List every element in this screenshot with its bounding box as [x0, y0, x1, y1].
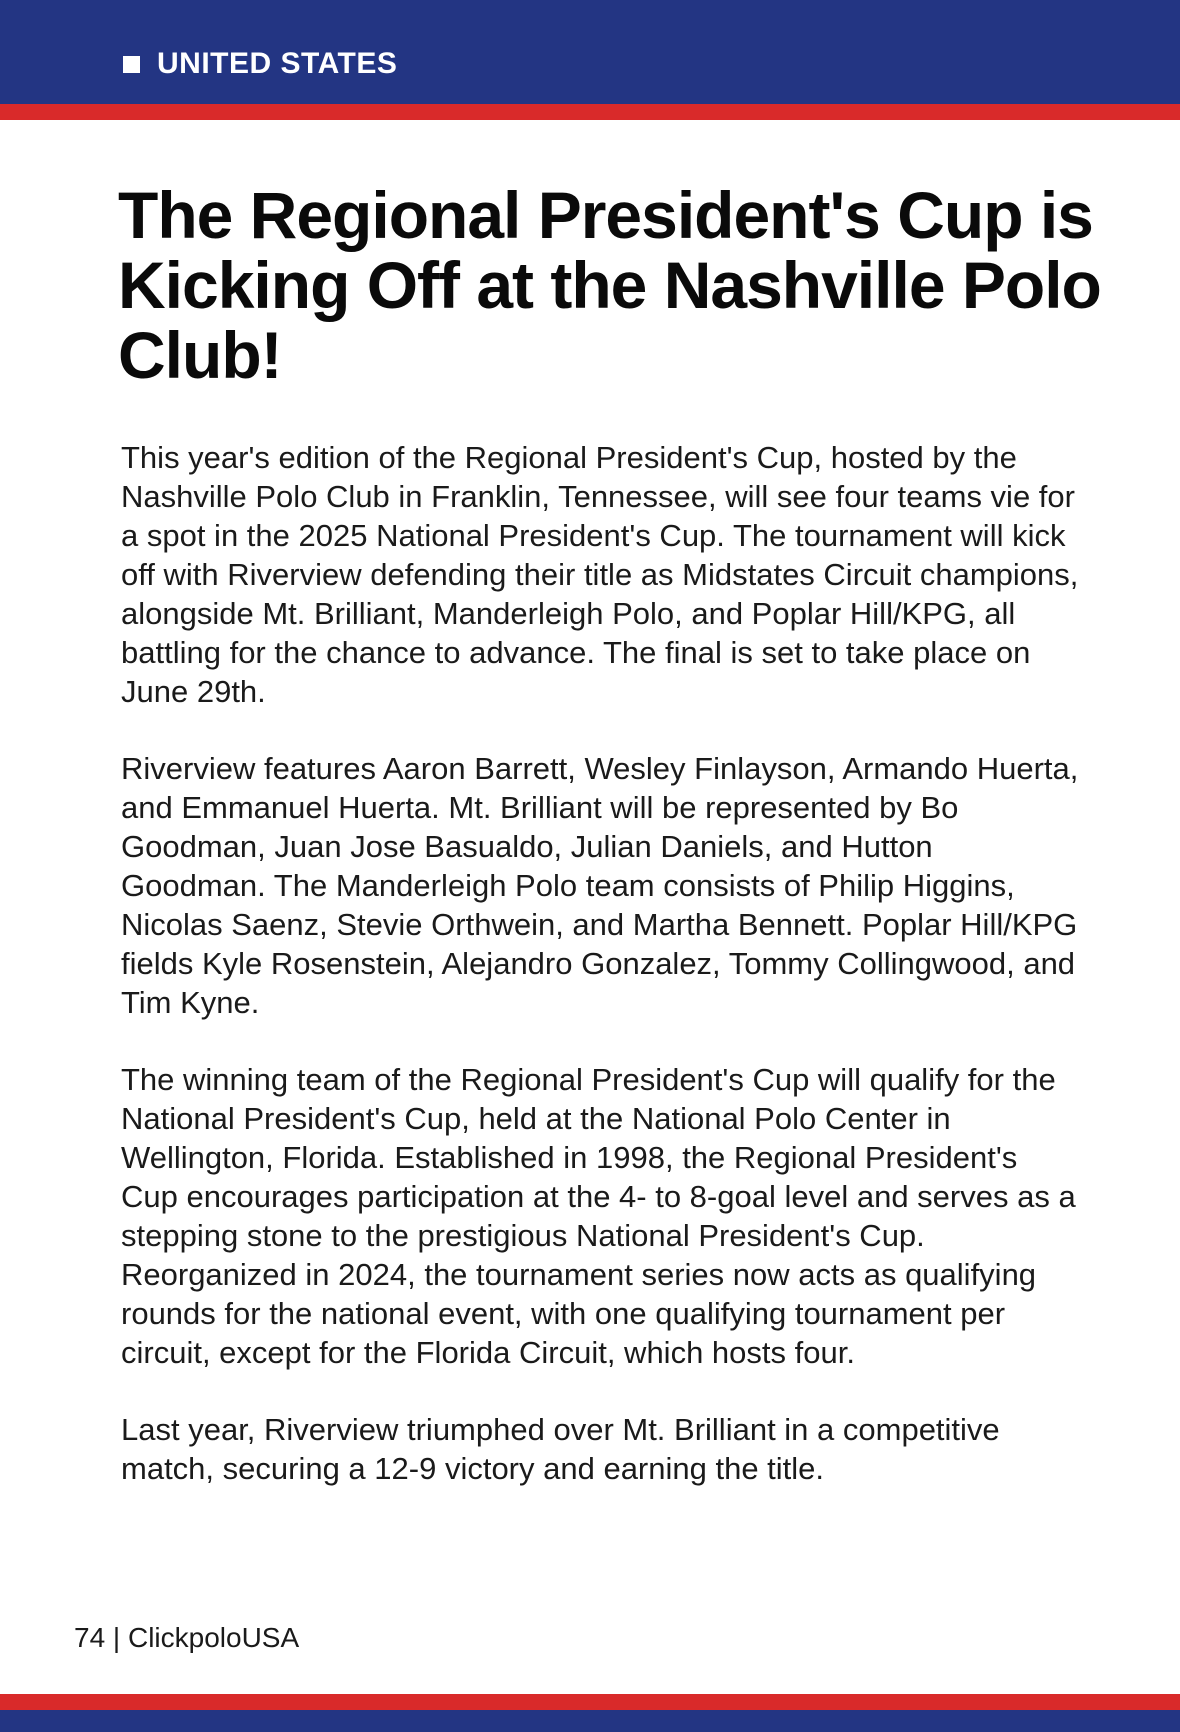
footer-red-stripe — [0, 1694, 1180, 1710]
article-paragraph: This year's edition of the Regional President's Cup, hosted by the Nashville Polo Club in Franklin, Tennessee, will see four teams vie for a spot in the 2025 National President's Cup. The tournament will kick off with Riverview defending their title as Midstates Circuit champions, alongside Mt. Brilliant, Manderleigh Polo, and Poplar Hill/KPG, all battling for the chance to advance. The final is set to take place on June 29th. — [121, 440, 1079, 709]
article-headline: The Regional President's Cup is Kicking Off at the Nashville Polo Club! — [118, 178, 1101, 392]
square-icon — [123, 56, 140, 73]
footer-band — [0, 1710, 1180, 1732]
page-footer: 74 | ClickpoloUSA — [74, 1622, 300, 1653]
article-body — [121, 438, 1081, 1526]
article-paragraph: Riverview features Aaron Barrett, Wesley Finlayson, Armando Huerta, and Emmanuel Huerta. Mt. Brilliant will be represented by Bo Goodman, Juan Jose Basualdo, Julian Daniels, and Hutton Goodman. The Manderleigh Polo team consists of Philip Higgins, Nicolas Saenz, Stevie Orthwein, and Martha Bennett. Poplar Hill/KPG fields Kyle Rosenstein, Alejandro Gonzalez, Tommy Collingwood, and Tim Kyne. — [121, 751, 1079, 1020]
section-label-text: UNITED STATES — [157, 47, 398, 80]
article-paragraph: The winning team of the Regional President's Cup will qualify for the National President's Cup, held at the National Polo Center in Wellington, Florida. Established in 1998, the Regional President's Cup encourages participation at the 4- to 8-goal level and serves as a stepping stone to the prestigious National President's Cup. Reorganized in 2024, the tournament series now acts as qualifying rounds for the national event, with one qualifying tournament per circuit, except for the Florida Circuit, which hosts four. — [121, 1062, 1076, 1370]
section-label — [123, 49, 397, 79]
header-red-stripe — [0, 104, 1180, 120]
article-paragraph: Last year, Riverview triumphed over Mt. Brilliant in a competitive match, securing a 12-9 victory and earning the title. — [121, 1412, 1000, 1486]
